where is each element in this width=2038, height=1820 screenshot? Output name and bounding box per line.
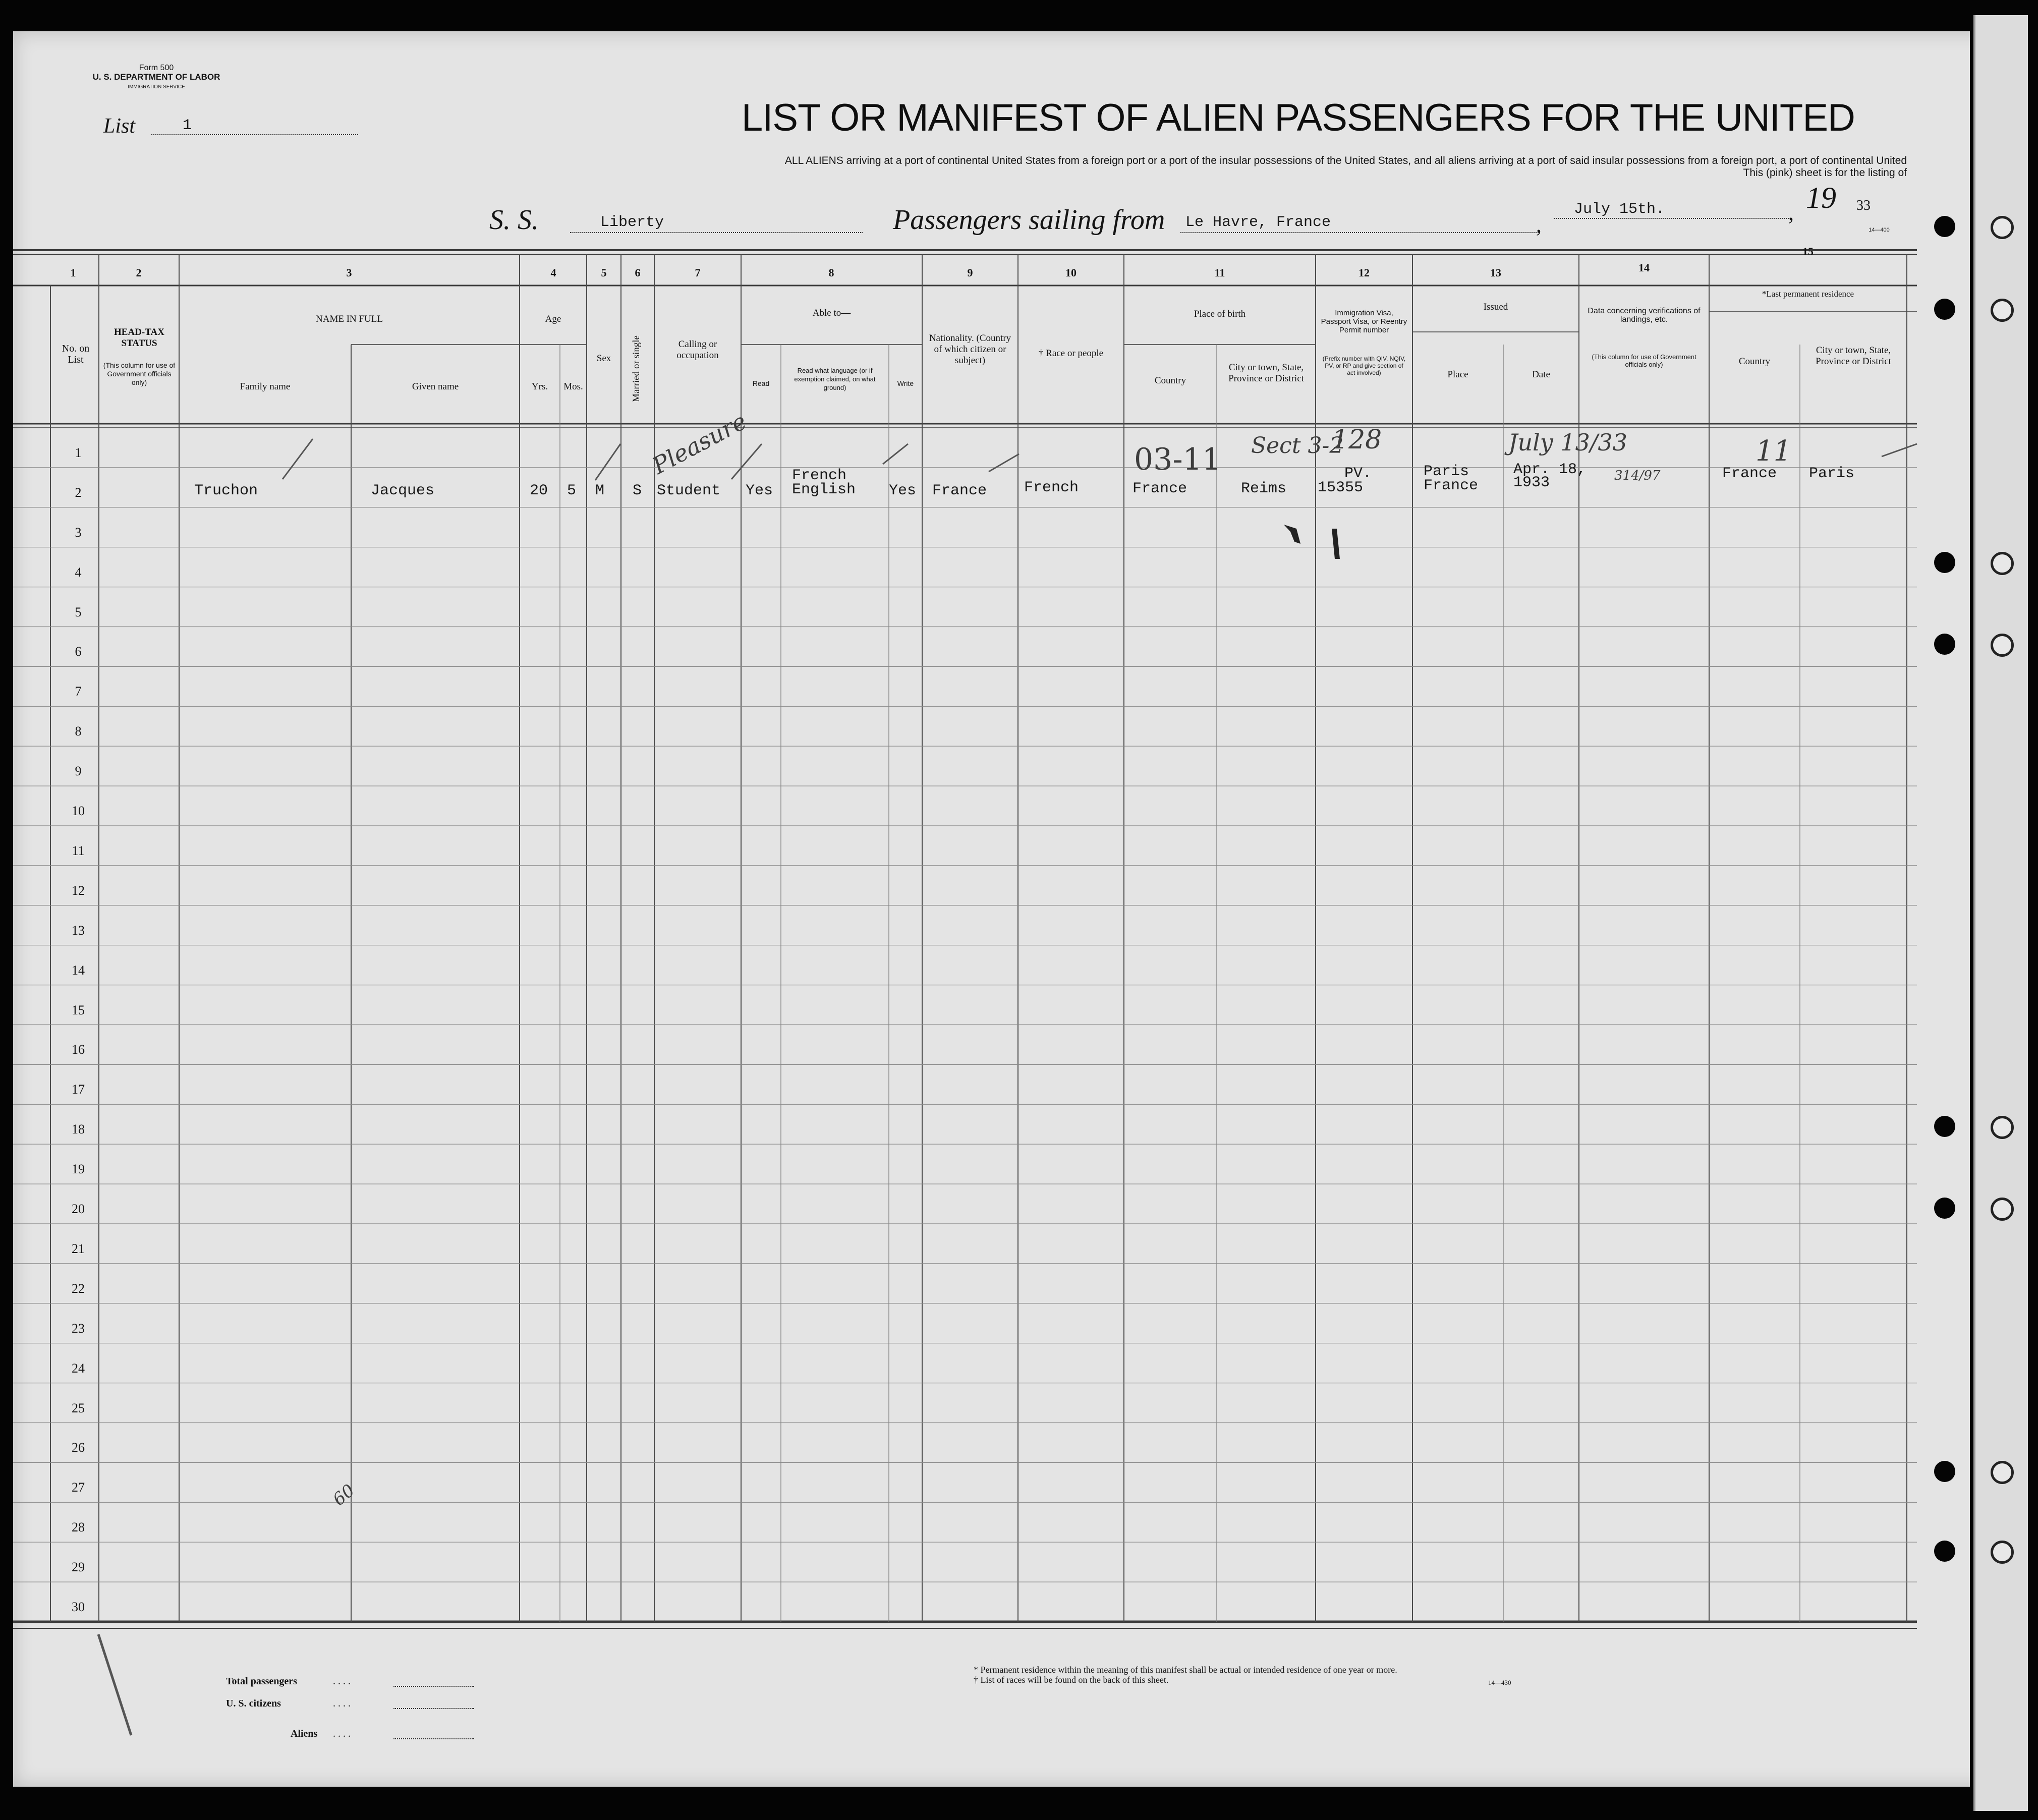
header-sex: Sex bbox=[596, 353, 611, 364]
col-num-13: 13 bbox=[1490, 266, 1501, 279]
header-data-note: (This column for use of Government officials only) bbox=[1592, 353, 1696, 368]
check-mark-nationality bbox=[989, 454, 1019, 472]
header-family-name: Family name bbox=[240, 381, 291, 392]
header-name-in-full: NAME IN FULL bbox=[316, 314, 383, 324]
row-number: 21 bbox=[72, 1241, 85, 1256]
header-age: Age bbox=[545, 314, 561, 324]
footer-aliens-dots: . . . . bbox=[333, 1728, 351, 1739]
given-name-cell: Jacques bbox=[371, 482, 435, 499]
corner-code: 14—400 bbox=[1869, 227, 1890, 233]
header-able-to: Able to— bbox=[812, 308, 851, 318]
sailing-date: July 15th. bbox=[1574, 201, 1665, 218]
footer-total-dots: . . . . bbox=[333, 1676, 351, 1687]
year-prefix: 19 bbox=[1806, 181, 1836, 214]
row-number: 15 bbox=[72, 1002, 85, 1017]
manifest-title: LIST OR MANIFEST OF ALIEN PASSENGERS FOR THE UNITED bbox=[742, 96, 1855, 139]
row-number: 28 bbox=[72, 1520, 85, 1535]
residence-city-cell: Paris bbox=[1809, 465, 1855, 482]
col-num-9: 9 bbox=[967, 266, 973, 279]
binder-hole bbox=[1934, 299, 1955, 320]
header-mos: Mos. bbox=[563, 381, 583, 392]
issued-date-2-cell: 1933 bbox=[1513, 474, 1550, 491]
footer-total-line bbox=[393, 1686, 474, 1687]
col-num-12: 12 bbox=[1358, 266, 1370, 279]
row-number: 6 bbox=[75, 644, 82, 659]
row-number: 30 bbox=[72, 1600, 85, 1614]
footer-note-races: † List of races will be found on the back of this sheet. bbox=[974, 1675, 1169, 1685]
footer-total-label: Total passengers bbox=[226, 1676, 297, 1687]
col-num-14: 14 bbox=[1638, 261, 1650, 274]
occupation-cell: Student bbox=[657, 482, 721, 499]
header-issued: Issued bbox=[1483, 302, 1508, 312]
subtitle-line-2: This (pink) sheet is for the listing of bbox=[1743, 167, 1907, 179]
footer-citizens-dots: . . . . bbox=[333, 1698, 351, 1709]
binder-hole bbox=[1934, 1461, 1955, 1482]
col-num-5: 5 bbox=[601, 266, 607, 279]
header-race: † Race or people bbox=[1038, 348, 1104, 359]
header-married-or-single: Married or single bbox=[631, 335, 642, 402]
row-number: 10 bbox=[72, 804, 85, 818]
occupation-handwritten-note: Pleasure bbox=[648, 407, 751, 480]
row-number: 14 bbox=[72, 962, 85, 978]
footer-note-residence: * Permanent residence within the meaning of this manifest shall be actual or intended residence of one year or more. bbox=[974, 1665, 1397, 1675]
header-birth-country: Country bbox=[1154, 375, 1186, 386]
race-cell: French bbox=[1024, 479, 1079, 496]
header-write: Write bbox=[897, 379, 914, 387]
row-number: 25 bbox=[72, 1400, 85, 1415]
ink-blot-2 bbox=[1332, 529, 1340, 559]
footer-citizens-line bbox=[393, 1708, 474, 1709]
language-1-cell: French bbox=[792, 467, 847, 484]
issued-place-1-cell: Paris bbox=[1424, 463, 1469, 480]
row-number: 2 bbox=[75, 485, 82, 500]
header-birth-city: City or town, State, Province or District bbox=[1228, 362, 1304, 384]
binder-ring bbox=[1991, 634, 2014, 657]
binder-ring bbox=[1991, 1198, 2014, 1221]
check-mark-sex bbox=[595, 444, 620, 480]
binder-ring bbox=[1991, 1461, 2014, 1484]
binder-ring bbox=[1991, 1116, 2014, 1139]
footer-code: 14—430 bbox=[1488, 1679, 1511, 1686]
header-last-residence: *Last permanent residence bbox=[1762, 289, 1854, 299]
col-num-2: 2 bbox=[136, 266, 142, 279]
row-number: 19 bbox=[72, 1162, 85, 1177]
row-number: 1 bbox=[75, 445, 82, 460]
residence-handwritten-note: 11 bbox=[1756, 435, 1792, 468]
row-number: 24 bbox=[72, 1360, 85, 1376]
col-num-6: 6 bbox=[635, 266, 641, 279]
col-num-4: 4 bbox=[550, 266, 556, 279]
language-2-cell: English bbox=[792, 481, 856, 498]
row-number: 3 bbox=[75, 525, 82, 540]
port-name: Le Havre, France bbox=[1185, 214, 1331, 231]
ink-blot-1 bbox=[1284, 525, 1300, 544]
binder-ring bbox=[1991, 299, 2014, 322]
footer-citizens-label: U. S. citizens bbox=[226, 1698, 281, 1709]
header-issued-date: Date bbox=[1532, 369, 1550, 380]
form-number: Form 500 bbox=[139, 64, 174, 72]
col-num-7: 7 bbox=[695, 266, 701, 279]
row-number: 7 bbox=[75, 684, 82, 699]
sailing-label: Passengers sailing from bbox=[893, 204, 1165, 236]
row-number: 27 bbox=[72, 1480, 85, 1495]
row-number: 20 bbox=[72, 1202, 85, 1216]
header-no-on-list: No. on List bbox=[62, 343, 90, 365]
col-num-3: 3 bbox=[346, 266, 352, 279]
check-mark-residence bbox=[1882, 444, 1917, 457]
header-read: Read bbox=[752, 379, 770, 387]
header-read-language: Read what language (or if exemption claimed, on what ground) bbox=[794, 367, 876, 391]
family-name-cell: Truchon bbox=[194, 482, 258, 499]
age-months-cell: 5 bbox=[567, 482, 577, 499]
sex-cell: M bbox=[595, 482, 605, 499]
header-yrs: Yrs. bbox=[531, 381, 548, 392]
row-number: 29 bbox=[72, 1560, 85, 1575]
header-visa: Immigration Visa, Passport Visa, or Reentry Permit number bbox=[1321, 309, 1407, 334]
binder-hole bbox=[1934, 1541, 1955, 1562]
age-years-cell: 20 bbox=[530, 482, 548, 499]
data-handwritten-note: 314/97 bbox=[1614, 468, 1661, 483]
check-mark-family-name bbox=[282, 439, 313, 479]
row-number: 9 bbox=[75, 764, 82, 779]
marital-cell: S bbox=[633, 482, 642, 499]
footer-aliens-label: Aliens bbox=[291, 1728, 318, 1739]
issued-place-2-cell: France bbox=[1424, 477, 1479, 494]
visa-handwritten-note-a: Sect 3-2 bbox=[1251, 433, 1344, 459]
col-num-11: 11 bbox=[1214, 266, 1225, 279]
binder-hole bbox=[1934, 1116, 1955, 1137]
header-calling: Calling or occupation bbox=[676, 339, 719, 361]
read-cell: Yes bbox=[746, 482, 773, 499]
service-label: IMMIGRATION SERVICE bbox=[128, 84, 185, 90]
header-nationality: Nationality. (Country of which citizen or subject) bbox=[929, 333, 1011, 366]
binder-ring bbox=[1991, 1541, 2014, 1564]
row-number: 13 bbox=[72, 923, 85, 938]
row-number: 8 bbox=[75, 724, 82, 739]
row-number: 22 bbox=[72, 1281, 85, 1296]
binder-hole bbox=[1934, 216, 1955, 237]
binder-hole bbox=[1934, 634, 1955, 655]
birth-city-cell: Reims bbox=[1241, 480, 1287, 497]
date-comma: , bbox=[1788, 200, 1794, 225]
department-label: U. S. DEPARTMENT OF LABOR bbox=[92, 72, 220, 82]
binder-hole bbox=[1934, 1198, 1955, 1219]
row-number: 12 bbox=[72, 883, 85, 898]
header-place-of-birth: Place of birth bbox=[1194, 309, 1246, 319]
col-num-1: 1 bbox=[70, 266, 76, 279]
residence-country-cell: France bbox=[1722, 465, 1777, 482]
ship-name: Liberty bbox=[600, 214, 664, 231]
row-number: 4 bbox=[75, 564, 82, 580]
header-res-city: City or town, State, Province or District bbox=[1816, 345, 1891, 367]
write-cell: Yes bbox=[889, 482, 917, 499]
port-comma: , bbox=[1536, 212, 1542, 237]
row-number: 5 bbox=[75, 604, 82, 619]
list-number: 1 bbox=[183, 117, 192, 134]
header-data-concerning: Data concerning verifications of landings, etc. bbox=[1588, 307, 1701, 324]
binder-ring bbox=[1991, 216, 2014, 239]
header-res-country: Country bbox=[1738, 356, 1771, 367]
visa-number-cell: 15355 bbox=[1318, 479, 1364, 496]
row-number: 16 bbox=[72, 1042, 85, 1057]
row-number: 23 bbox=[72, 1321, 85, 1336]
visa-handwritten-note-b: 128 bbox=[1332, 425, 1382, 455]
row-28-handwritten-note: 60 bbox=[329, 1480, 359, 1510]
row-number: 11 bbox=[72, 843, 85, 858]
header-head-tax-note: (This column for use of Government officials only) bbox=[103, 361, 176, 386]
col-num-8: 8 bbox=[828, 266, 834, 279]
header-visa-note: (Prefix number with QIV, NQIV, PV, or RP and give section of act involved) bbox=[1322, 355, 1406, 376]
col-num-10: 10 bbox=[1065, 266, 1077, 279]
header-head-tax: HEAD-TAX STATUS bbox=[114, 327, 164, 349]
row-number: 26 bbox=[72, 1440, 85, 1455]
nationality-cell: France bbox=[932, 482, 987, 499]
binder-ring bbox=[1991, 552, 2014, 575]
visa-prefix-cell: PV. bbox=[1344, 465, 1372, 482]
header-issued-place: Place bbox=[1447, 369, 1468, 380]
col-num-15: 15 bbox=[1802, 245, 1814, 258]
issued-date-1-cell: Apr. 18, bbox=[1513, 461, 1587, 478]
row-number: 17 bbox=[72, 1082, 85, 1097]
check-mark-calling bbox=[731, 444, 762, 479]
header-given-name: Given name bbox=[412, 381, 459, 392]
footer-pen-stroke bbox=[98, 1634, 131, 1735]
birth-country-cell: France bbox=[1133, 480, 1187, 497]
birth-code-handwritten: 03-11 bbox=[1134, 442, 1221, 477]
year-suffix: 33 bbox=[1856, 198, 1871, 213]
binder-hole bbox=[1934, 552, 1955, 573]
check-mark-write bbox=[883, 444, 908, 464]
subtitle-line-1: ALL ALIENS arriving at a port of continental United States from a foreign port or a port of the insular possessions of the United States, and all aliens arriving at a port of said insular possessions from a foreign port, a port of continental United bbox=[784, 155, 1907, 166]
ss-label: S. S. bbox=[489, 204, 539, 236]
row-number: 18 bbox=[72, 1122, 85, 1137]
footer-aliens-line bbox=[393, 1738, 474, 1739]
list-label: List bbox=[103, 115, 136, 138]
issued-handwritten-note: July 13/33 bbox=[1508, 429, 1627, 456]
